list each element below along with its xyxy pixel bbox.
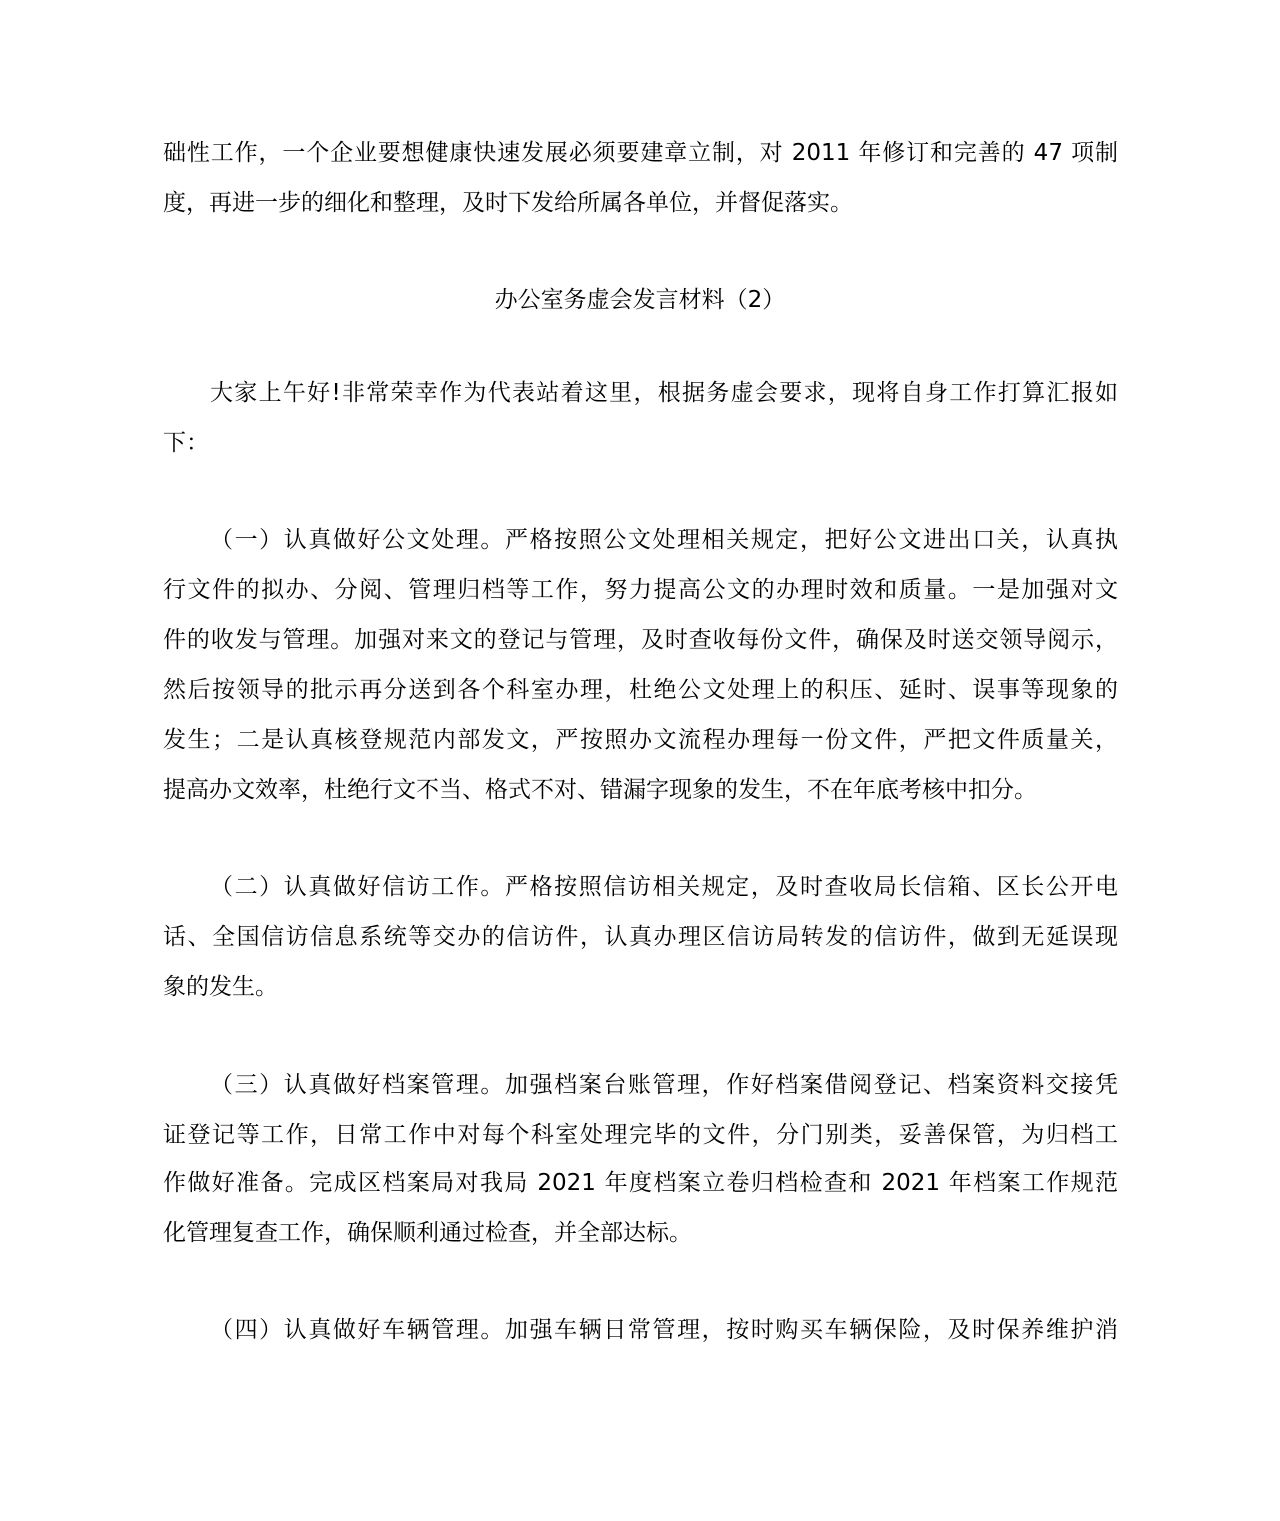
paragraph-line: 象的发生。 [163,974,278,1000]
paragraph-line: 大家上午好!非常荣幸作为代表站着这里，根据务虚会要求，现将自身工作打算汇报如 [210,380,1118,406]
paragraph-line: 件的收发与管理。加强对来文的登记与管理，及时查收每份文件，确保及时送交领导阅示， [163,627,1118,653]
paragraph-line: 度，再进一步的细化和整理，及时下发给所属各单位，并督促落实。 [163,190,853,216]
paragraph-line: 础性工作，一个企业要想健康快速发展必须要建章立制，对 2011 年修订和完善的 47 项制 [163,140,1118,166]
document-title: 办公室务虚会发言材料（2） [494,287,786,313]
paragraph-line: 发生；二是认真核登规范内部发文，严按照办文流程办理每一份文件，严把文件质量关， [163,727,1118,753]
paragraph-line: 行文件的拟办、分阅、管理归档等工作，努力提高公文的办理时效和质量。一是加强对文 [163,577,1118,603]
paragraph-line: 然后按领导的批示再分送到各个科室办理，杜绝公文处理上的积压、延时、误事等现象的 [163,677,1118,703]
paragraph-line: （四）认真做好车辆管理。加强车辆日常管理，按时购买车辆保险，及时保养维护消 [210,1317,1118,1343]
paragraph-line: 下： [163,430,209,456]
paragraph-line: 话、全国信访信息系统等交办的信访件，认真办理区信访局转发的信访件，做到无延误现 [163,924,1118,950]
paragraph-line: （二）认真做好信访工作。严格按照信访相关规定，及时查收局长信箱、区长公开电 [210,874,1118,900]
paragraph-line: 化管理复查工作，确保顺利通过检查，并全部达标。 [163,1220,692,1246]
paragraph-line: （三）认真做好档案管理。加强档案台账管理，作好档案借阅登记、档案资料交接凭 [210,1072,1118,1098]
paragraph-line: （一）认真做好公文处理。严格按照公文处理相关规定，把好公文进出口关，认真执 [210,527,1118,553]
paragraph-line: 作做好准备。完成区档案局对我局 2021 年度档案立卷归档检查和 2021 年档案工作规范 [163,1170,1118,1196]
paragraph-line: 证登记等工作，日常工作中对每个科室处理完毕的文件，分门别类，妥善保管，为归档工 [163,1122,1118,1148]
paragraph-line: 提高办文效率，杜绝行文不当、格式不对、错漏字现象的发生，不在年底考核中扣分。 [163,777,1037,803]
